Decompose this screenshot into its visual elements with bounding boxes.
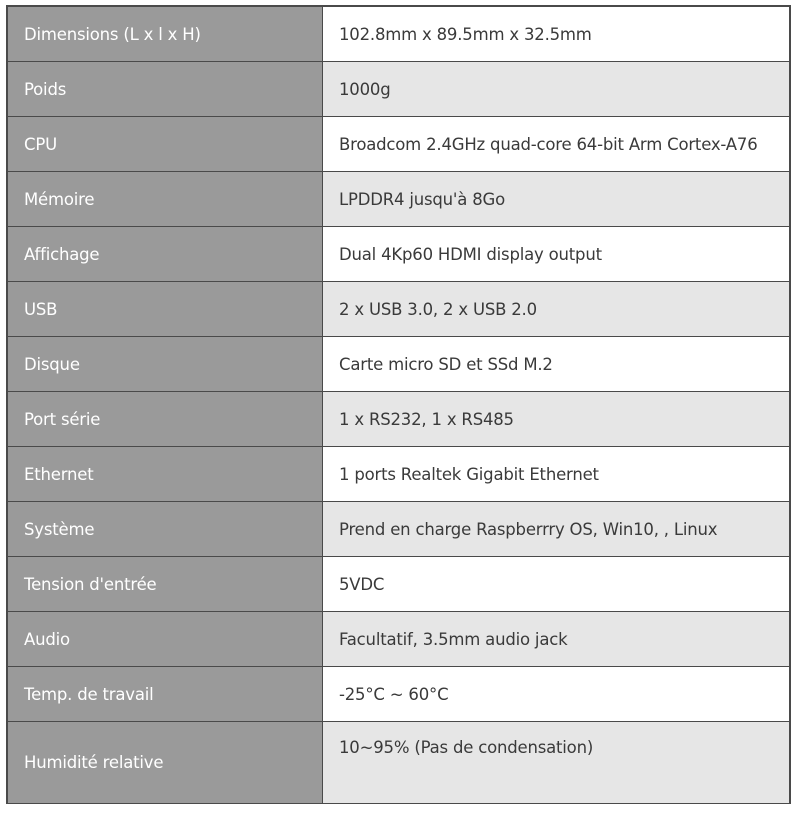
spec-value: 5VDC [323,557,789,611]
spec-label: USB [8,282,322,336]
spec-label: Audio [8,612,322,666]
spec-label: Mémoire [8,172,322,226]
table-row [8,612,789,666]
spec-table [6,5,791,804]
spec-value: 2 x USB 3.0, 2 x USB 2.0 [323,282,789,336]
spec-value: -25°C ~ 60°C [323,667,789,721]
table-row [8,722,789,803]
table-row [8,392,789,446]
spec-value: Prend en charge Raspberrry OS, Win10, , Linux [323,502,789,556]
spec-value: 102.8mm x 89.5mm x 32.5mm [323,7,789,61]
table-row [8,502,789,556]
table-row [8,7,789,61]
table-row [8,337,789,391]
table-row [8,172,789,226]
table-row [8,62,789,116]
spec-label: Tension d'entrée [8,557,322,611]
spec-label: Port série [8,392,322,446]
table-row [8,667,789,721]
spec-value: 1 ports Realtek Gigabit Ethernet [323,447,789,501]
table-row [8,282,789,336]
spec-value: 1000g [323,62,789,116]
spec-label: Temp. de travail [8,667,322,721]
spec-label: Disque [8,337,322,391]
spec-label: Système [8,502,322,556]
spec-value: Dual 4Kp60 HDMI display output [323,227,789,281]
spec-label: Dimensions (L x l x H) [8,7,322,61]
spec-label: Affichage [8,227,322,281]
spec-label: Humidité relative [8,722,322,803]
table-row [8,117,789,171]
table-row [8,227,789,281]
spec-label: Ethernet [8,447,322,501]
spec-value: Broadcom 2.4GHz quad-core 64-bit Arm Cortex-A76 [323,117,789,171]
table-row [8,557,789,611]
spec-value: Facultatif, 3.5mm audio jack [323,612,789,666]
spec-value: Carte micro SD et SSd M.2 [323,337,789,391]
spec-label: CPU [8,117,322,171]
spec-value: 10~95% (Pas de condensation) [323,722,789,803]
spec-value: LPDDR4 jusqu'à 8Go [323,172,789,226]
spec-value: 1 x RS232, 1 x RS485 [323,392,789,446]
spec-label: Poids [8,62,322,116]
table-row [8,447,789,501]
